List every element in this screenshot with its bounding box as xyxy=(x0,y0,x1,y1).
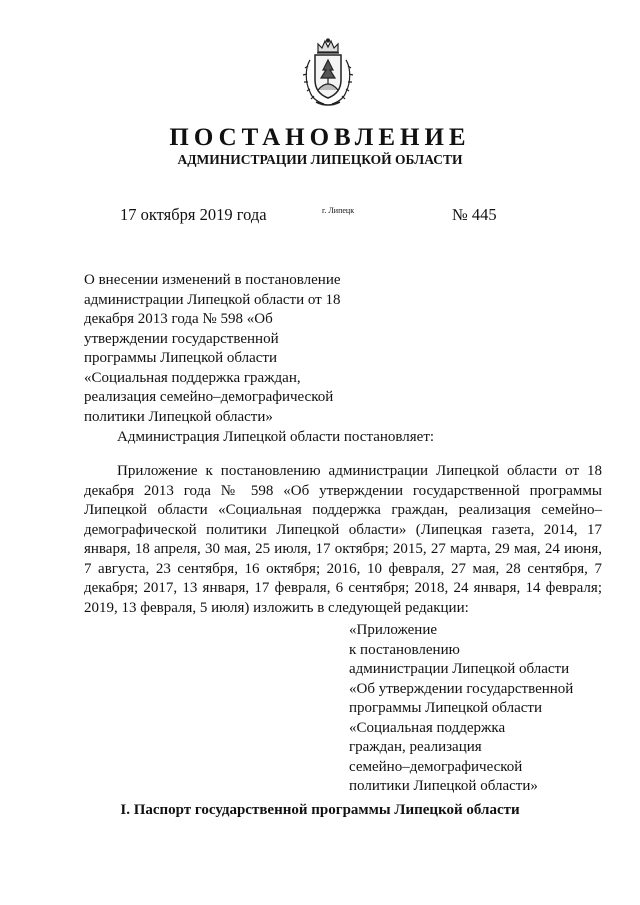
paragraph-line: декабря; 2017, 13 января, 17 февраля, 6 сентября; 2018, 24 января, 14 февраля; xyxy=(84,580,602,596)
subject-line: О внесении изменений в постановление xyxy=(84,272,341,288)
paragraph-line: декабря 2013 года № 598 «Об утверждении государственной программы xyxy=(84,482,602,499)
appendix-line: «Приложение xyxy=(349,622,438,638)
decree-statement: Администрация Липецкой области постановляет: xyxy=(117,429,435,445)
document-subtitle: АДМИНИСТРАЦИИ ЛИПЕЦКОЙ ОБЛАСТИ xyxy=(177,152,463,167)
subject-line: декабря 2013 года № 598 «Об xyxy=(84,311,273,327)
subject-line: программы Липецкой области xyxy=(84,350,278,366)
appendix-line: «Социальная поддержка xyxy=(349,719,506,736)
paragraph-line: 7 августа, 23 сентября, 16 октября; 2016, 10 февраля, 27 мая, 28 сентября, 7 xyxy=(84,560,602,577)
paragraph-line: Липецкой области «Социальная поддержка граждан, реализация семейно– xyxy=(84,502,602,518)
section-heading: I. Паспорт государственной программы Липецкой области xyxy=(120,802,520,818)
appendix-line: к постановлению xyxy=(349,641,460,658)
document-subject xyxy=(84,271,374,427)
appendix-reference xyxy=(349,621,573,797)
subject-line: политики Липецкой области» xyxy=(84,408,273,425)
appendix-line: семейно–демографической xyxy=(349,758,523,775)
document-number: № 445 xyxy=(452,205,497,224)
appendix-line: граждан, реализация xyxy=(349,739,482,755)
subject-line: администрации Липецкой области от 18 xyxy=(84,291,341,308)
main-paragraph xyxy=(84,462,602,618)
subject-line: «Социальная поддержка граждан, xyxy=(84,369,301,386)
appendix-line: политики Липецкой области» xyxy=(349,778,538,794)
paragraph-line: января, 18 апреля, 30 мая, 25 июля, 17 октября; 2015, 27 марта, 29 мая, 24 июня, xyxy=(84,541,602,557)
lipetsk-coat-of-arms-icon xyxy=(302,38,354,108)
appendix-line: администрации Липецкой области xyxy=(349,661,570,677)
subject-line: реализация семейно–демографической xyxy=(84,389,334,405)
paragraph-line: 2019, 13 февраля, 5 июля) изложить в следующей редакции: xyxy=(84,599,469,616)
paragraph-line: Приложение к постановлению администрации Липецкой области от 18 xyxy=(117,463,602,479)
paragraph-line: демографической политики Липецкой области» (Липецкая газета, 2014, 17 xyxy=(84,521,602,538)
document-city: г. Липецк xyxy=(322,206,355,215)
document-title: ПОСТАНОВЛЕНИЕ xyxy=(169,124,471,151)
appendix-line: «Об утверждении государственной xyxy=(349,680,574,697)
subject-line: утверждении государственной xyxy=(84,330,279,347)
appendix-line: программы Липецкой области xyxy=(349,700,543,716)
document-date: 17 октября 2019 года xyxy=(120,205,267,224)
